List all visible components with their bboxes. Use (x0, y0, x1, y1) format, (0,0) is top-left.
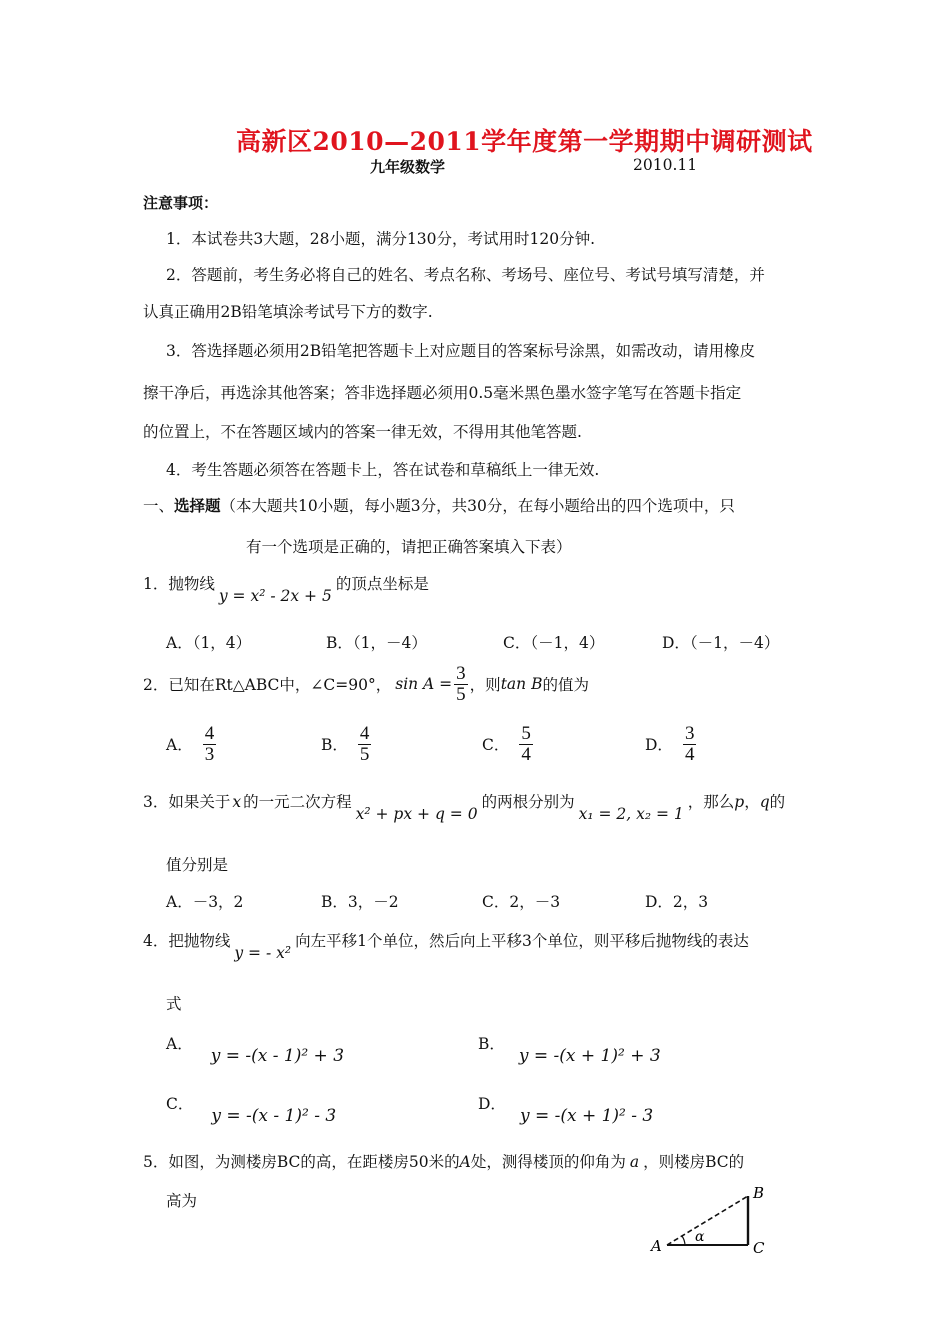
q4-stem-post: 向左平移1个单位，然后向上平移3个单位，则平移后抛物线的表达 (295, 932, 749, 950)
q5-stem-line2: 高为 (166, 1192, 198, 1210)
fraction-numerator: 4 (204, 723, 215, 744)
fraction-denominator: 4 (521, 743, 531, 765)
section-desc-line2: 有一个选项是正确的，请把正确答案填入下表） (246, 538, 572, 556)
fraction-denominator: 5 (359, 743, 370, 765)
option-fraction (683, 724, 697, 765)
question-4-stem (143, 929, 749, 962)
option-label: A． (166, 1035, 193, 1053)
option-formula: y = -(x + 1)² - 3 (519, 1106, 654, 1126)
option-label: C． (166, 1095, 194, 1113)
note-line: 4．考生答题必须答在答题卡上，答在试卷和草稿纸上一律无效. (166, 461, 600, 479)
q2-option-b (321, 724, 371, 765)
section-desc: （本大题共10小题，每小题3分，共30分，在每小题给出的四个选项中，只 (220, 497, 735, 515)
q2-stem-pre: 2．已知在Rt△ABC中，∠C=90°， (143, 676, 392, 695)
q1-option-a: A．（1，4） (166, 634, 252, 652)
q4-stem-line2: 式 (166, 995, 182, 1013)
q5-stem-mid: 处，测得楼顶的仰角为 (470, 1153, 626, 1171)
option-label: B． (321, 736, 348, 755)
q3-option-a: A．－3，2 (166, 893, 244, 911)
q4-option-c (166, 1092, 337, 1126)
fraction-numerator: 4 (359, 723, 370, 744)
notes-heading: 注意事项： (143, 194, 219, 212)
q1-option-b: B．（1，－4） (326, 634, 427, 652)
q3-stem-mid2: 的两根分别为 (481, 793, 575, 811)
option-label: D． (645, 736, 673, 755)
section-heading (143, 494, 735, 516)
q2-sin-fraction (454, 664, 468, 705)
option-formula: y = -(x + 1)² + 3 (518, 1046, 661, 1066)
q3-stem-mid1: 的一元二次方程 (243, 793, 352, 811)
exam-date: 2010.11 (633, 156, 698, 174)
fraction-denominator: 3 (204, 743, 215, 765)
note-line: 的位置上，不在答题区域内的答案一律无效，不得用其他笔答题. (143, 423, 582, 441)
q3-option-c: C．2，－3 (482, 893, 561, 911)
section-prefix: 一、 (143, 497, 175, 515)
q1-formula: y = x² - 2x + 5 (218, 587, 332, 605)
vertex-label-a: A (651, 1237, 662, 1255)
q5-stem-pre: 5．如图，为测楼房BC的高，在距楼房50米的 (143, 1153, 460, 1171)
option-formula: y = -(x - 1)² - 3 (211, 1106, 337, 1126)
q3-stem-pre: 3．如果关于 (143, 793, 231, 811)
q5-var-a: A (459, 1153, 471, 1171)
note-line: 擦干净后，再选涂其他答案；答非选择题必须用0.5毫米黑色墨水签字笔写在答题卡指定 (143, 384, 742, 402)
q4-formula: y = - x² (234, 944, 292, 962)
q1-option-d: D．（－1，－4） (662, 634, 780, 652)
q3-stem-post: 的 (769, 793, 786, 811)
q3-comma: ， (744, 793, 760, 811)
fraction-denominator: 5 (456, 683, 466, 705)
page-subtitle: 九年级数学 (370, 158, 446, 176)
q1-stem-pre: 1．抛物线 (143, 575, 215, 593)
q4-option-d (478, 1092, 654, 1126)
note-line: 1．本试卷共3大题，28小题，满分130分，考试用时120分钟. (166, 230, 596, 248)
fraction-denominator: 4 (684, 743, 695, 765)
q3-roots: x₁ = 2, x₂ = 1 (578, 805, 684, 823)
angle-label-alpha: α (695, 1229, 705, 1245)
q3-equation: x² + px + q = 0 (355, 805, 478, 823)
vertex-label-b: B (753, 1184, 765, 1202)
q3-var-q: q (759, 793, 770, 811)
q5-var-alpha: a (629, 1153, 640, 1171)
option-fraction (203, 724, 217, 765)
page-title: 高新区2010—2011学年度第一学期期中调研测试 (236, 127, 813, 156)
q2-stem-mid: ，则 (469, 676, 501, 695)
option-fraction (358, 724, 372, 765)
q3-option-b: B．3，－2 (321, 893, 399, 911)
section-name: 选择题 (174, 496, 221, 515)
q3-stem-line2: 值分别是 (166, 856, 229, 874)
q3-option-d: D．2，3 (645, 893, 709, 911)
question-5-stem (143, 1150, 744, 1172)
option-label: B． (478, 1035, 505, 1053)
option-label: A． (166, 736, 193, 755)
q2-option-c (482, 724, 533, 765)
option-label: C． (482, 736, 510, 755)
q2-sin-label: sin A = (395, 675, 453, 694)
q2-option-d (645, 724, 696, 765)
question-2-stem (143, 664, 589, 705)
q4-option-b (478, 1032, 661, 1066)
triangle-figure (645, 1180, 775, 1260)
note-line: 认真正确用2B铅笔填涂考试号下方的数字. (143, 303, 433, 321)
option-formula: y = -(x - 1)² + 3 (210, 1046, 345, 1066)
angle-arc (682, 1236, 685, 1245)
q4-option-a (166, 1032, 345, 1066)
note-line: 3．答选择题必须用2B铅笔把答题卡上对应题目的答案标号涂黑，如需改动，请用橡皮 (166, 342, 756, 360)
q1-stem-post: 的顶点坐标是 (335, 575, 429, 593)
option-fraction (519, 724, 533, 765)
fraction-numerator: 3 (456, 663, 466, 684)
option-label: D． (478, 1095, 506, 1113)
question-3-stem (143, 790, 786, 823)
q4-stem-pre: 4．把抛物线 (143, 932, 231, 950)
question-1-stem (143, 572, 429, 605)
q2-option-a (166, 724, 216, 765)
note-line: 2．答题前，考生务必将自己的姓名、考点名称、考场号、座位号、考试号填写清楚，并 (166, 266, 765, 284)
vertex-label-c: C (753, 1239, 765, 1257)
q2-stem-post: 的值为 (542, 676, 589, 695)
q3-stem-mid3: ，那么 (687, 793, 735, 811)
q2-tan-label: tan B (500, 675, 543, 694)
fraction-numerator: 3 (684, 723, 695, 744)
q1-option-c: C．（－1，4） (503, 634, 605, 652)
hypotenuse-dashed-line (667, 1196, 748, 1245)
q3-var-x: x (232, 793, 242, 811)
fraction-numerator: 5 (521, 723, 531, 744)
q3-var-p: p (734, 793, 745, 811)
q5-stem-post: ，则楼房BC的 (643, 1153, 745, 1171)
